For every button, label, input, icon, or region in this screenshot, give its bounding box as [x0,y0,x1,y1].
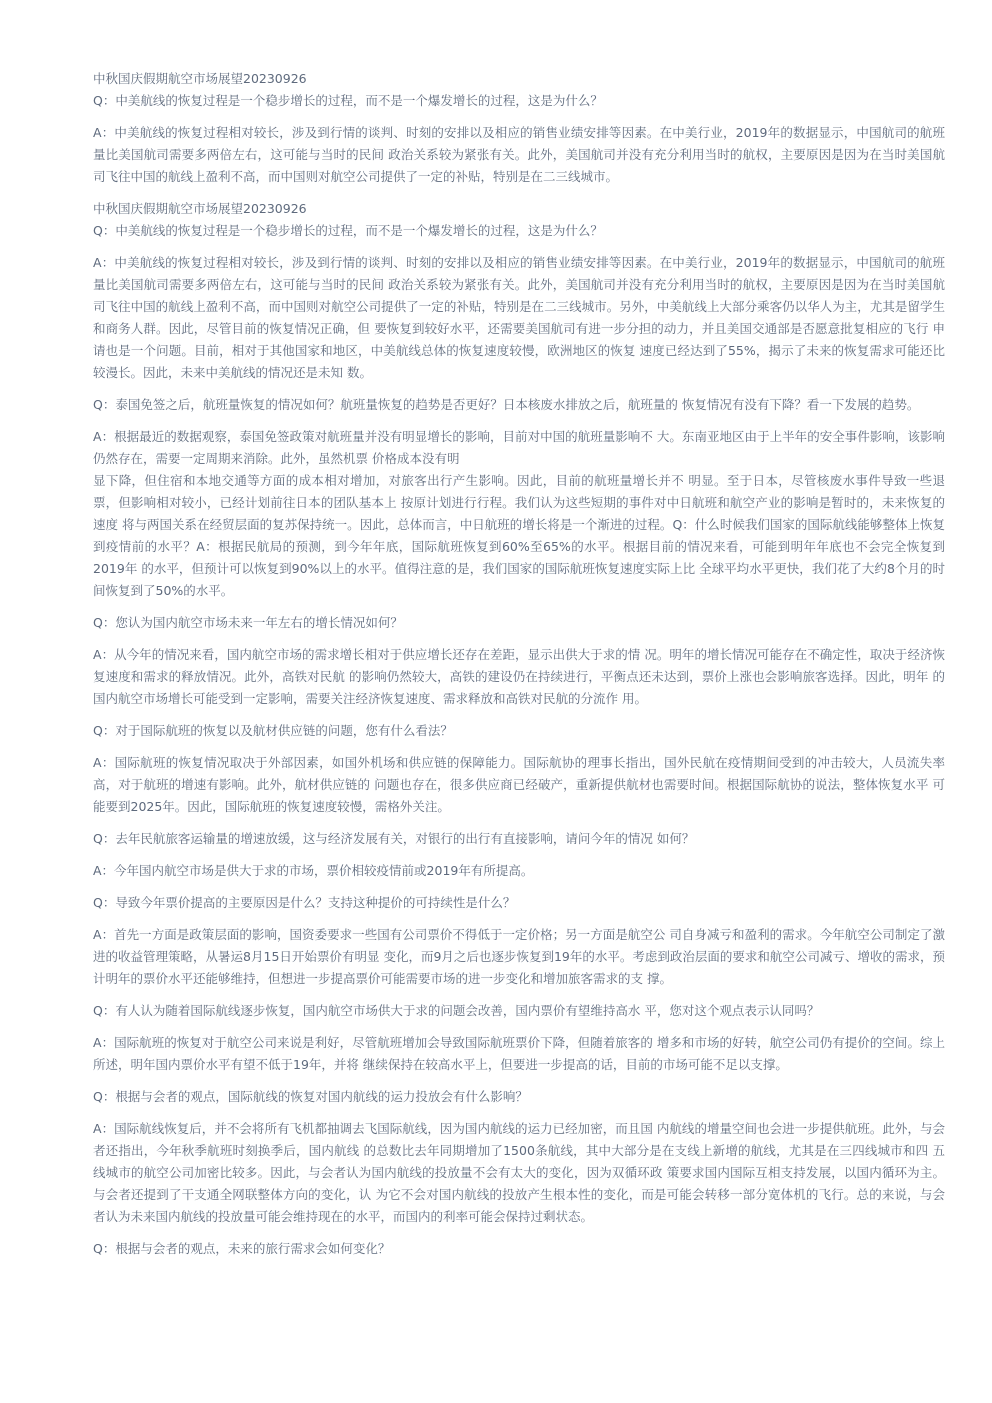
question-text: Q：根据与会者的观点，未来的旅行需求会如何变化？ [93,1241,391,1256]
question-text: Q：有人认为随着国际航线逐步恢复，国内航空市场供大于求的问题会改善，国内票价有望维持高水 平，您对这个观点表示认同吗？ [93,1003,820,1018]
question-text: Q：中美航线的恢复过程是一个稳步增长的过程，而不是一个爆发增长的过程，这是为什么？ [93,223,603,238]
question-text: Q：根据与会者的观点，国际航线的恢复对国内航线的运力投放会有什么影响？ [93,1089,528,1104]
question-text: Q：您认为国内航空市场未来一年左右的增长情况如何？ [93,615,403,630]
answer-text: A：中美航线的恢复过程相对较长，涉及到行情的谈判、时刻的安排以及相应的销售业绩安排等因素。在中美行业，2019年的数据显示，中国航司的航班量比美国航司需要多两倍左右，这可能与当时的民间 政治关系较为紧张有关。此外，美国航司并没有充分利用当时的航权，主要原因是因为在当时美国航 司飞往中国的航线上盈利不高，而中国则对航空公司提供了一定的补贴，特别是在二三线城市。另外，中美航线上大部分乘客仍以华人为主，尤其是留学生和商务人群。因此，尽管目前的恢复情况正确，但 要恢复到较好水平，还需要美国航司有进一步分担的动力，并且美国交通部是否愿意批复相应的飞行 申请也是一个问题。目前，相对于其他国家和地区，中美航线总体的恢复速度较慢，欧洲地区的恢复 速度已经达到了55%，揭示了未来的恢复需求可能还比较漫长。因此，未来中美航线的情况还是未知 数。 [93,255,945,380]
document-page [93,68,945,1270]
answer-text: A：首先一方面是政策层面的影响，国资委要求一些国有公司票价不得低于一定价格；另一方面是航空公 司自身减亏和盈利的需求。今年航空公司制定了激进的收益管理策略，从暑运8月15日开始票价有明显 变化，而9月之后也逐步恢复到19年的水平。考虑到政治层面的要求和航空公司减亏、增收的需求，预 计明年的票价水平还能够维持，但想进一步提高票价可能需要市场的进一步变化和增加旅客需求的支 撑。 [93,927,945,986]
answer-text: A：根据最近的数据观察，泰国免签政策对航班量并没有明显增长的影响，目前对中国的航班量影响不 大。东南亚地区由于上半年的安全事件影响，该影响仍然存在，需要一定周期来消除。此外，虽然机票 价格成本没有明 [93,429,945,466]
document-title: 中秋国庆假期航空市场展望20230926 [93,71,307,86]
answer-text: A：国际航线恢复后，并不会将所有飞机都抽调去飞国际航线，因为国内航线的运力已经加密，而且国 内航线的增量空间也会进一步提供航班。此外，与会者还指出，今年秋季航班时刻换季后，国内航线 的总数比去年同期增加了1500条航线，其中大部分是在支线上新增的航线，尤其是在三四线城市和四 五线城市的航空公司加密比较多。因此，与会者认为国内航线的投放量不会有太大的变化，因为双循环政 策要求国内国际互相支持发展，以国内循环为主。与会者还提到了干支通全网联整体方向的变化，认 为它不会对国内航线的投放产生根本性的变化，而是可能会转移一部分宽体机的飞行。总的来说，与会 者认为未来国内航线的投放量可能会维持现在的水平，而国内的利率可能会保持过剩状态。 [93,1121,945,1224]
question-text: Q：对于国际航班的恢复以及航材供应链的问题，您有什么看法？ [93,723,453,738]
answer-text: A：从今年的情况来看，国内航空市场的需求增长相对于供应增长还存在差距，显示出供大于求的情 况。明年的增长情况可能存在不确定性，取决于经济恢复速度和需求的释放情况。此外，高铁对民航 的影响仍然较大，高铁的建设仍在持续进行，平衡点还未达到，票价上涨也会影响旅客选择。因此，明年 的国内航空市场增长可能受到一定影响，需要关注经济恢复速度、需求释放和高铁对民航的分流作 用。 [93,647,945,706]
answer-text: A：国际航班的恢复情况取决于外部因素，如国外机场和供应链的保障能力。国际航协的理事长指出，国外民航在疫情期间受到的冲击较大，人员流失率高，对于航班的增速有影响。此外，航材供应链的 问题也存在，很多供应商已经破产，重新提供航材也需要时间。根据国际航协的说法，整体恢复水平 可能要到2025年。因此，国际航班的恢复速度较慢，需格外关注。 [93,755,945,814]
answer-text: A：中美航线的恢复过程相对较长，涉及到行情的谈判、时刻的安排以及相应的销售业绩安排等因素。在中美行业，2019年的数据显示，中国航司的航班量比美国航司需要多两倍左右，这可能与当时的民间 政治关系较为紧张有关。此外，美国航司并没有充分利用当时的航权，主要原因是因为在当时美国航 司飞往中国的航线上盈利不高，而中国则对航空公司提供了一定的补贴，特别是在二三线城市。 [93,125,945,184]
question-text: Q：泰国免签之后，航班量恢复的情况如何？航班量恢复的趋势是否更好？日本核废水排放之后，航班量的 恢复情况有没有下降？看一下发展的趋势。 [93,397,920,412]
question-text: Q：导致今年票价提高的主要原因是什么？支持这种提价的可持续性是什么？ [93,895,516,910]
answer-text: A：今年国内航空市场是供大于求的市场，票价相较疫情前或2019年有所提高。 [93,863,534,878]
answer-text-continued: 显下降，但住宿和本地交通等方面的成本相对增加，对旅客出行产生影响。因此，目前的航班量增长并不 明显。至于日本，尽管核废水事件导致一些退票，但影响相对较小，已经计划前往日本的团队基本上 按原计划进行行程。我们认为这些短期的事件对中日航班和航空产业的影响是暂时的，未来恢复的速度 将与两国关系在经贸层面的复苏保持统一。因此，总体而言，中日航班的增长将是一个渐进的过程。Q：什么时候我们国家的国际航线能够整体上恢复到疫情前的水平？A：根据民航局的预测，到今年年底，国际航班恢复到60%至65%的水平。根据目前的情况来看，可能到明年年底也不会完全恢复到2019年 的水平，但预计可以恢复到90%以上的水平。值得注意的是，我们国家的国际航班恢复速度实际上比 全球平均水平更快，我们花了大约8个月的时间恢复到了50%的水平。 [93,473,945,598]
document-title: 中秋国庆假期航空市场展望20230926 [93,201,307,216]
question-text: Q：去年民航旅客运输量的增速放缓，这与经济发展有关，对银行的出行有直接影响，请问今年的情况 如何？ [93,831,695,846]
answer-text: A：国际航班的恢复对于航空公司来说是利好，尽管航班增加会导致国际航班票价下降，但随着旅客的 增多和市场的好转，航空公司仍有提价的空间。综上所述，明年国内票价水平有望不低于19年，并将 继续保持在较高水平上，但要进一步提高的话，目前的市场可能不足以支撑。 [93,1035,945,1072]
question-text: Q：中美航线的恢复过程是一个稳步增长的过程，而不是一个爆发增长的过程，这是为什么？ [93,93,603,108]
